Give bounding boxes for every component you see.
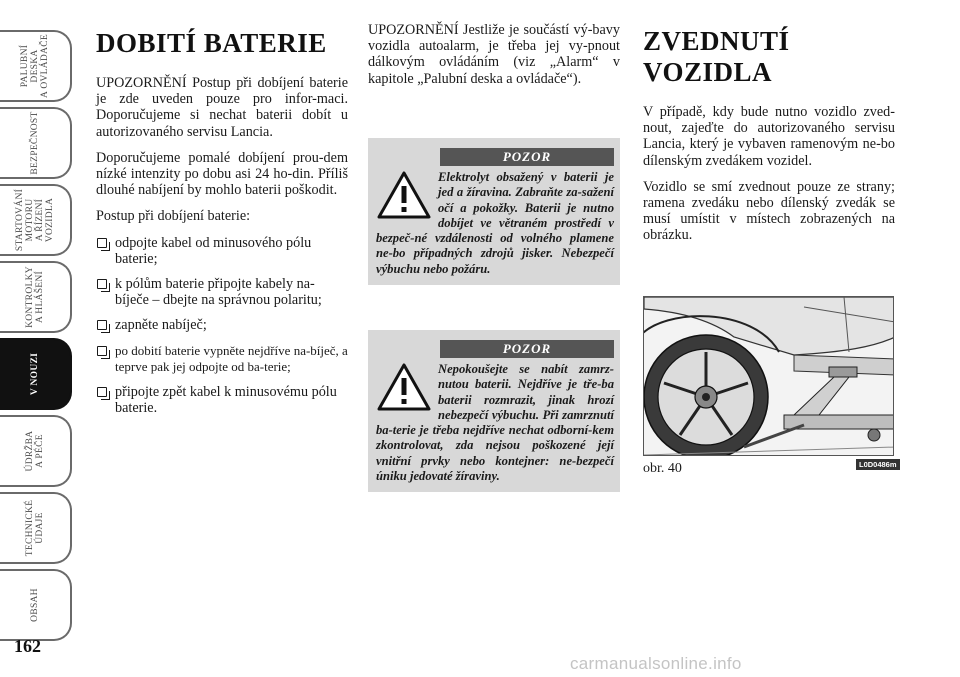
step-text: zapněte nabíječ;	[115, 317, 207, 334]
tab-technicke-udaje[interactable]	[0, 492, 72, 564]
warning-text: Nepokoušejte se nabít zamrz-nutou baterii. Nejdříve je tře-ba baterii rozmrazit, jinak hrozí nebezpečí výbuchu. Při zamrznutí ba-terie je třeba nejdříve nechat odborní-kem zkontrolovat, zda nejsou poškozené její vnitřní prvky nebo kontejner: ne-bezpečí úniku jedovaté žíraviny.	[376, 362, 614, 484]
column-vehicle-lifting	[643, 22, 895, 254]
tab-label: ÚDRŽBA A PÉČE	[25, 430, 45, 472]
step-text: po dobití baterie vypněte nejdříve na-bíječ, a teprve pak jej odpojte od ba-terie;	[115, 342, 348, 374]
lifting-paragraph: V případě, kdy bude nutno vozidlo zved-nout, zajeďte do autorizovaného servisu Lancia, který je vybaven ramenovým ne-bo dílenským zvedákem vozidel.	[643, 104, 895, 169]
alarm-notice-paragraph: UPOZORNĚNÍ Jestliže je součástí vý-bavy vozidla autoalarm, je třeba jej vy-pnout dálkovým ovládáním (viz „Alarm“ v kapitole „Palubní deska a ovládače“).	[368, 22, 620, 87]
warning-text: Elektrolyt obsažený v baterii je jed a žíravina. Zabraňte za-sažení očí a pokožky. Baterii je nutno dobíjet ve větraném prostředí v bezpeč-né vzdálenosti od volného plamene ne-bo případných zdrojů jisker. Nebezpečí výbuchu nebo požáru.	[376, 170, 614, 276]
lifting-instructions: Vozidlo se smí zvednout pouze ze strany; ramena zvedáku nebo dílenský zvedák se musí umístit v místech zobrazených na obrázku.	[643, 178, 895, 244]
tab-obsah[interactable]	[0, 569, 72, 641]
tab-v-nouzi[interactable]	[0, 338, 72, 410]
step-text: odpojte kabel od minusového pólu baterie;	[115, 234, 312, 267]
figure-caption: obr. 40	[643, 461, 682, 476]
warning-box-frozen-battery	[368, 330, 620, 492]
watermark: carmanualsonline.info	[570, 654, 742, 673]
column-alarm-notice	[368, 22, 620, 97]
tab-label: OBSAH	[30, 588, 40, 622]
procedure-intro: Postup při dobíjení baterie:	[96, 208, 251, 225]
tab-label: STARTOVÁNÍ MOTORU A ŘÍZENÍ VOZIDLA	[15, 188, 55, 252]
tab-label: V NOUZI	[30, 352, 40, 396]
warning-triangle-icon	[376, 170, 432, 220]
checkbox-bullet-icon	[97, 279, 107, 289]
tab-label: KONTROLKY A HLÁŠENÍ	[25, 266, 45, 328]
warning-triangle-icon	[376, 362, 432, 412]
page-number: 162	[14, 636, 41, 656]
notice-paragraph: UPOZORNĚNÍ Postup při dobíjení baterie je zde uveden pouze pro infor-maci. Doporučujeme si nechat baterii dobít u autorizovaného servisu Lancia.	[96, 75, 348, 140]
warning-box-electrolyte	[368, 138, 620, 285]
tab-kontrolky[interactable]	[0, 261, 72, 333]
tab-label: TECHNICKÉ ÚDAJE	[25, 499, 45, 557]
step-text: k pólům baterie připojte kabely na-bíječe – dbejte na správnou polaritu;	[115, 276, 322, 309]
column-battery-charging	[96, 22, 348, 425]
checkbox-bullet-icon	[97, 238, 107, 248]
tab-palubni-deska[interactable]	[0, 30, 72, 102]
list-item	[96, 235, 348, 267]
step-text: připojte zpět kabel k minusovému pólu baterie.	[115, 384, 337, 417]
checkbox-bullet-icon	[97, 320, 107, 330]
title-line: VOZIDLA	[643, 57, 772, 87]
tab-startovani[interactable]	[0, 184, 72, 256]
list-item	[96, 317, 348, 333]
car-jack-illustration	[644, 297, 894, 456]
checkbox-bullet-icon	[97, 346, 107, 356]
section-title	[643, 26, 895, 88]
figure-lifting-points	[643, 296, 894, 456]
recommendation-paragraph: Doporučujeme pomalé dobíjení prou-dem nízké intenzity po dobu asi 24 ho-din. Příliš dlouhé nabíjení by mohlo baterii poškodit.	[96, 149, 348, 199]
procedure-steps	[96, 235, 348, 417]
tab-udrzba[interactable]	[0, 415, 72, 487]
tab-label: PALUBNÍ DESKA A OVLÁDAČE	[20, 34, 50, 98]
figure-code: L0D0486m	[856, 459, 900, 470]
list-item	[96, 343, 348, 375]
warning-title: POZOR	[440, 148, 614, 166]
list-item	[96, 276, 348, 308]
list-item	[96, 384, 348, 416]
tab-label: BEZPEČNOST	[30, 111, 40, 175]
title-line: ZVEDNUTÍ	[643, 26, 790, 56]
checkbox-bullet-icon	[97, 387, 107, 397]
tab-bezpecnost[interactable]	[0, 107, 72, 179]
warning-title: POZOR	[440, 340, 614, 358]
section-title: DOBITÍ BATERIE	[96, 28, 327, 58]
